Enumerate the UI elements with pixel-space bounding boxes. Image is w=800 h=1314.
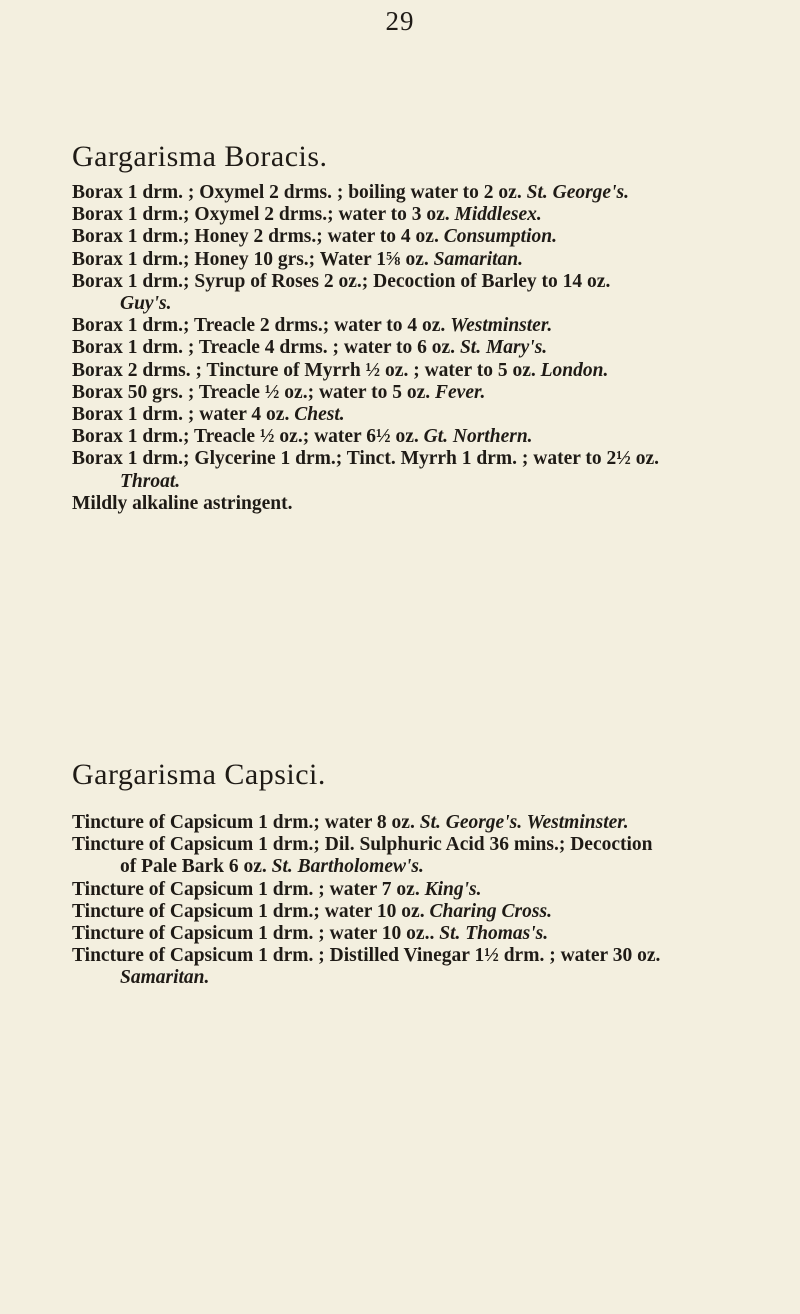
- entry: Borax 1 drm.; Honey 10 grs.; Water 1⅝ oz. Samaritan.: [72, 248, 524, 270]
- entry: Borax 1 drm.; Oxymel 2 drms.; water to 3 oz. Middlesex.: [72, 204, 542, 226]
- entry-list: [72, 812, 662, 990]
- entry-source: Consumption.: [443, 226, 557, 248]
- entry: Tincture of Capsicum 1 drm. ; Distilled Vinegar 1½ drm. ; water 30 oz. Samaritan.: [72, 945, 661, 989]
- entry-source: Guy's.: [120, 293, 172, 315]
- entry: Tincture of Capsicum 1 drm.; water 8 oz. St. George's. Westminster.: [72, 812, 629, 833]
- entry-source: London.: [540, 359, 609, 381]
- entry-source: Samaritan.: [433, 248, 524, 270]
- entry: Borax 1 drm.; Treacle 2 drms.; water to 4 oz. Westminster.: [72, 315, 553, 337]
- entry-source: Samaritan.: [120, 967, 210, 989]
- entry: Borax 1 drm. ; Treacle 4 drms. ; water to 6 oz. St. Mary's.: [72, 337, 548, 359]
- section-title: Gargarisma Capsici.: [72, 758, 326, 791]
- entry-source: Gt. Northern.: [423, 426, 533, 448]
- entry: Borax 1 drm.; Glycerine 1 drm.; Tinct. Myrrh 1 drm. ; water to 2½ oz. Throat.: [72, 448, 660, 492]
- entry: Borax 1 drm.; Syrup of Roses 2 oz.; Decoction of Barley to 14 oz. Guy's.: [72, 270, 611, 315]
- entry-source: Westminster.: [450, 315, 553, 337]
- entry: Borax 1 drm. ; Oxymel 2 drms. ; boiling water to 2 oz. St. George's.: [72, 182, 629, 203]
- entry: Tincture of Capsicum 1 drm.; water 10 oz. Charing Cross.: [72, 900, 552, 922]
- entry: Borax 1 drm. ; water 4 oz. Chest.: [72, 404, 345, 426]
- entry-source: St. Thomas's.: [439, 923, 549, 945]
- entry-source: Middlesex.: [454, 204, 542, 226]
- entry-source: Throat.: [120, 470, 181, 492]
- entry-source: Charing Cross.: [429, 900, 552, 922]
- entry-source: King's.: [424, 878, 482, 900]
- entry: Borax 1 drm.; Honey 2 drms.; water to 4 oz. Consumption.: [72, 226, 557, 248]
- section-title: Gargarisma Boracis.: [72, 140, 328, 173]
- entry: Borax 2 drms. ; Tincture of Myrrh ½ oz. ; water to 5 oz. London.: [72, 359, 609, 381]
- page-number: 29: [385, 6, 415, 36]
- entry: Borax 1 drm.; Treacle ½ oz.; water 6½ oz. Gt. Northern.: [72, 426, 533, 448]
- entry: Borax 50 grs. ; Treacle ½ oz.; water to 5 oz. Fever.: [72, 381, 486, 403]
- entry-source: St. Mary's.: [459, 337, 548, 359]
- entry-list: [72, 182, 662, 515]
- section-note: Mildly alkaline astringent.: [72, 492, 293, 514]
- entry-source: St. George's. Westminster.: [419, 812, 629, 833]
- entry-source: Fever.: [435, 381, 486, 403]
- entry: Tincture of Capsicum 1 drm. ; water 10 oz.. St. Thomas's.: [72, 923, 549, 945]
- entry: Tincture of Capsicum 1 drm. ; water 7 oz. King's.: [72, 878, 482, 900]
- entry-source: St. George's.: [526, 182, 629, 203]
- entry-source: St. Bartholomew's.: [271, 856, 424, 878]
- entry: Tincture of Capsicum 1 drm.; Dil. Sulphuric Acid 36 mins.; Decoction of Pale Bark 6 oz. St. Bartholomew's.: [72, 834, 653, 878]
- entry-source: Chest.: [294, 404, 345, 426]
